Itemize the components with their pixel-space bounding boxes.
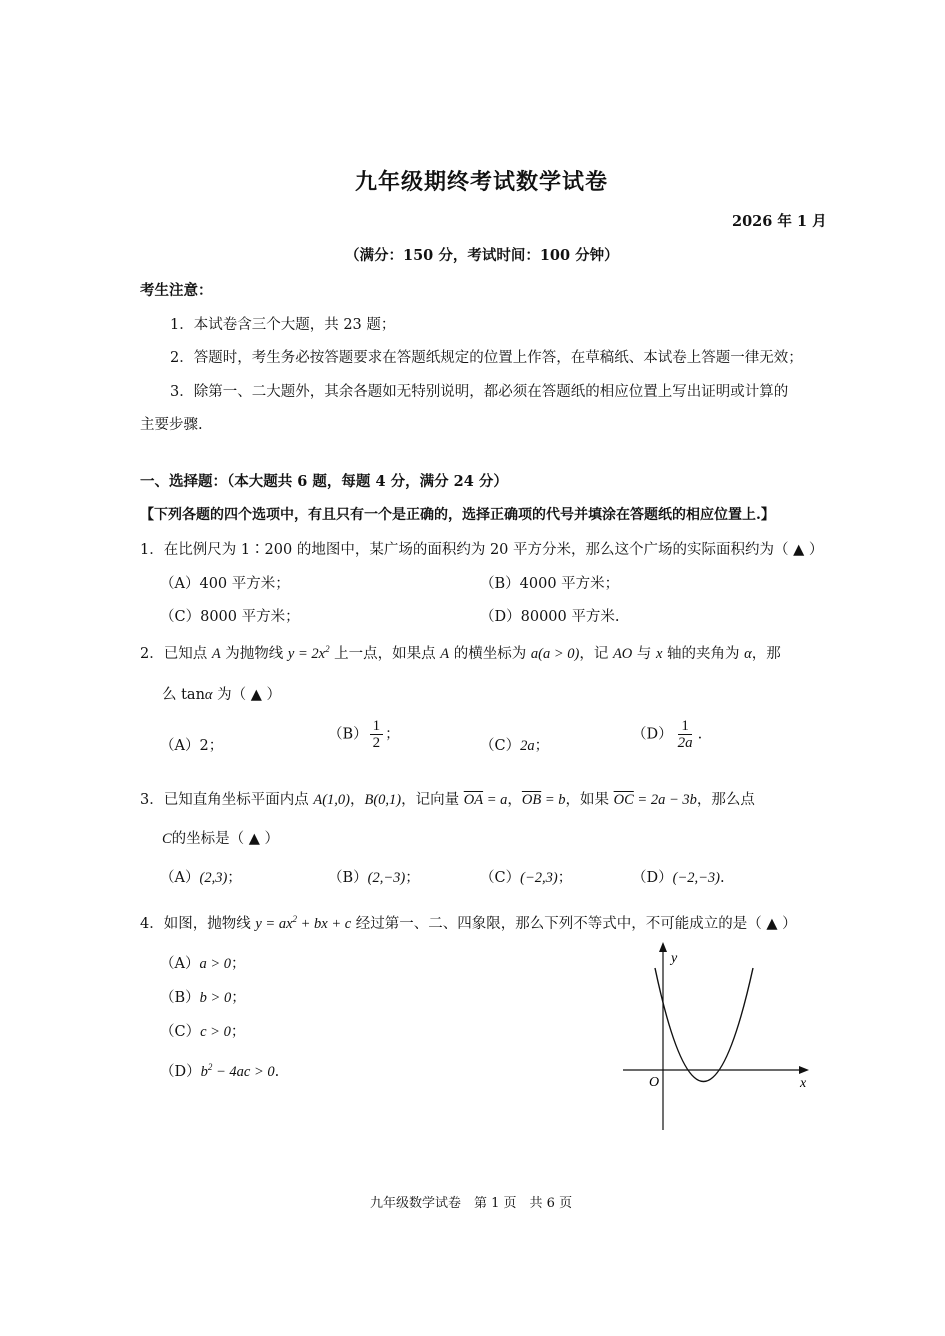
y-axis-label: y (671, 951, 678, 966)
q1-option-c: （C）8000 平方米； (160, 609, 300, 625)
q4-option-b: （B）b > 0； (160, 990, 246, 1006)
q2-stem-line1: 2．已知点 A 为抛物线 $y = 2x^2$ 上一点，如果点 A 的横坐标为 a(a > 0)，记 AO 与 x 轴的夹角为 α，那 (140, 644, 781, 662)
x-axis-arrow (799, 1066, 809, 1074)
q2-option-c: （C）2a； (480, 738, 550, 754)
notice-item-3-cont: 主要步骤. (140, 417, 203, 433)
notice-item-2: 2．答题时，考生务必按答题要求在答题纸规定的位置上作答，在草稿纸、本试卷上答题一律无效； (170, 350, 803, 366)
q4-stem: 4．如图，抛物线 $y = ax^2$ + bx + c 经过第一、二、四象限，那么下列不等式中，不可能成立的是（ ▲ ） (140, 914, 797, 932)
q2-option-d: （D） $\frac{1}{2a}$ . (632, 718, 703, 751)
q1-stem: 1．在比例尺为 1∶200 的地图中，某广场的面积约为 20 平方分米，那么这个广场的实际面积约为（ ▲ ） (140, 542, 824, 558)
exam-date: 2026 年 1 月 (732, 213, 827, 230)
parabola-graph (615, 940, 815, 1140)
q3-option-d: （D）(−2,−3). (632, 870, 725, 886)
section-instruction: 【下列各题的四个选项中，有且只有一个是正确的，选择正确项的代号并填涂在答题纸的相应位置上.】 (140, 507, 775, 523)
notice-item-3: 3．除第一、二大题外，其余各题如无特别说明，都必须在答题纸的相应位置上写出证明或计算的 (170, 384, 789, 400)
q2-option-b: （B） $\frac{1}{2}$ ； (328, 718, 400, 751)
q3-stem-line2: C的坐标是（ ▲ ） (162, 831, 280, 847)
q3-option-c: （C）(−2,3)； (480, 870, 573, 886)
score-info: （满分：150 分，考试时间：100 分钟） (345, 247, 619, 264)
notice-heading: 考生注意： (140, 282, 213, 299)
q1-option-d: （D）80000 平方米. (480, 609, 620, 625)
q2-stem-line2: 么 tanα 为（ ▲ ） (162, 687, 282, 703)
q3-option-a: （A）(2,3)； (160, 870, 242, 886)
q3-stem-line1: 3．已知直角坐标平面内点 A(1,0)，B(0,1)，记向量 $\overline{OA} = a$，$\overline{OB} = b$，如果 $\overline{OC} = 2a - 3b$，那么点 (140, 792, 755, 808)
q3-option-b: （B）(2,−3)； (328, 870, 420, 886)
q1-option-a: （A）400 平方米； (160, 576, 290, 592)
origin-label: O (649, 1075, 660, 1090)
y-axis-arrow (659, 942, 667, 952)
notice-item-1: 1．本试卷含三个大题，共 23 题； (170, 317, 396, 333)
section-heading: 一、选择题：（本大题共 6 题，每题 4 分，满分 24 分） (140, 473, 508, 490)
page-footer: 九年级数学试卷 第 1 页 共 6 页 (370, 1196, 573, 1211)
page-title: 九年级期终考试数学试卷 (355, 169, 609, 195)
q4-option-d: $(D)b^2 - 4ac > 0$. (160, 1062, 280, 1080)
parabola-curve (655, 968, 753, 1082)
q2-option-a: （A）2； (160, 738, 224, 754)
q4-option-c: （C）c > 0； (160, 1024, 246, 1040)
x-axis-label: x (800, 1076, 807, 1091)
q4-option-a: （A）a > 0； (160, 956, 246, 972)
q1-option-b: （B）4000 平方米； (480, 576, 620, 592)
